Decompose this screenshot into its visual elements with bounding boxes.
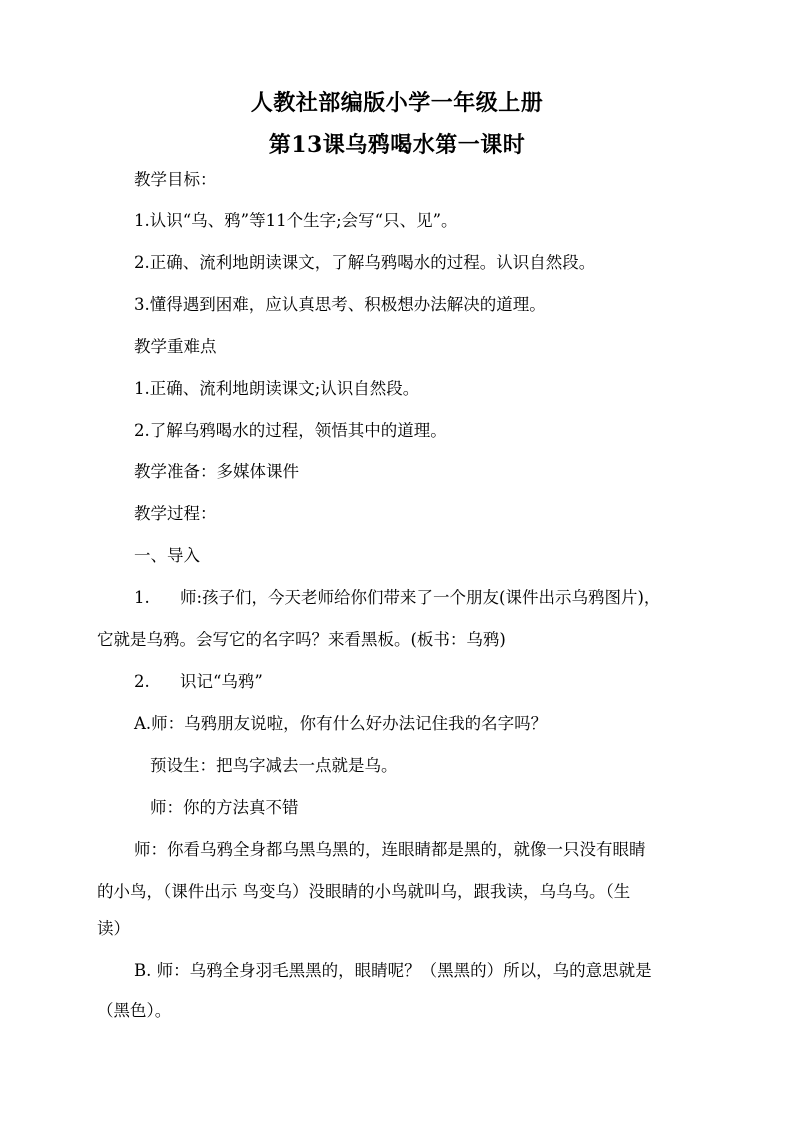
part-b-line-1: B. 师：乌鸦全身羽毛黑黑的，眼睛呢？（黑黑的）所以，乌的意思就是: [134, 961, 652, 980]
step-1-line-2: 它就是乌鸦。会写它的名字吗？来看黑板。(板书：乌鸦): [97, 630, 506, 649]
key-points-heading: 教学重难点: [134, 337, 217, 356]
key-point-item-2: 2.了解乌鸦喝水的过程，领悟其中的道理。: [134, 421, 447, 440]
objectives-heading: 教学目标：: [134, 170, 217, 189]
step-2-number: 2.: [134, 672, 150, 691]
teacher-explain-line-2: 的小鸟，（课件出示 鸟变乌）没眼睛的小鸟就叫乌，跟我读，乌乌乌。（生: [97, 882, 631, 901]
section-intro-heading: 一、导入: [134, 546, 200, 565]
process-heading: 教学过程：: [134, 504, 217, 523]
preset-student-answer: 预设生：把鸟字减去一点就是乌。: [150, 756, 398, 775]
objective-item-1: 1.认识“乌、鸦”等11个生字;会写“只、见”。: [134, 211, 458, 230]
document-title: 人教社部编版小学一年级上册: [250, 90, 544, 116]
step-1-number: 1.: [134, 588, 150, 607]
part-b-line-2: （黑色）。: [97, 1001, 172, 1020]
step-2-text: 识记“乌鸦”: [180, 672, 263, 691]
lesson-title: 第13课乌鸦喝水第一课时: [268, 132, 526, 158]
objective-item-2: 2.正确、流利地朗读课文，了解乌鸦喝水的过程。认识自然段。: [134, 253, 596, 272]
teacher-explain-line-1: 师：你看乌鸦全身都乌黑乌黑的，连眼睛都是黑的，就像一只没有眼睛: [134, 840, 646, 859]
teacher-praise: 师：你的方法真不错: [150, 798, 299, 817]
objective-item-3: 3.懂得遇到困难，应认真思考、积极想办法解决的道理。: [134, 295, 546, 314]
key-point-item-1: 1.正确、流利地朗读课文;认识自然段。: [134, 379, 420, 398]
teacher-explain-line-3: 读）: [97, 919, 130, 938]
step-1-line-1: 师:孩子们，今天老师给你们带来了一个朋友(课件出示乌鸦图片)，: [180, 588, 661, 607]
part-a-question: A.师：乌鸦朋友说啦，你有什么好办法记住我的名字吗？: [134, 714, 548, 733]
preparation-line: 教学准备：多媒体课件: [134, 462, 299, 481]
